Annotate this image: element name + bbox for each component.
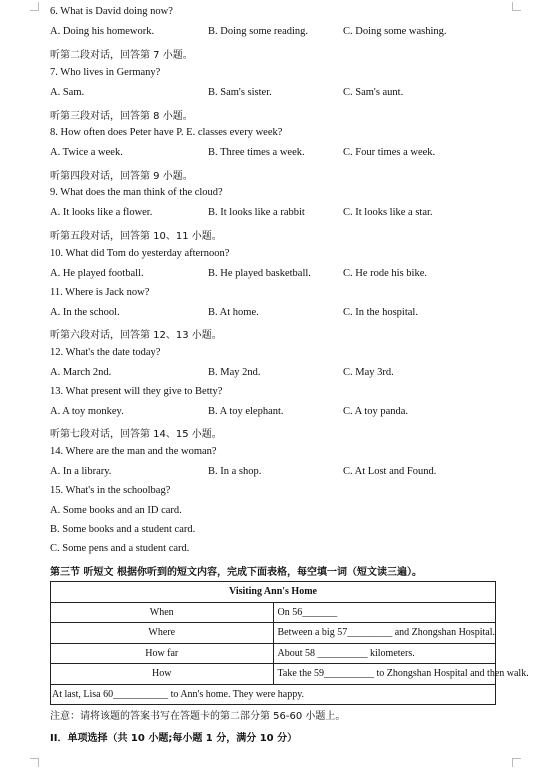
- q14-option-b: B. In a shop.: [208, 466, 262, 477]
- visiting-anns-home-table: [50, 581, 529, 705]
- q11-option-b: B. At home.: [208, 307, 259, 318]
- q8-option-c: C. Four times a week.: [343, 147, 436, 158]
- answer-note: 注意：请将该题的答案书写在答题卡的第二部分第 56-60 小题上。: [50, 711, 346, 722]
- q11-option-a: A. In the school.: [50, 307, 120, 318]
- question-14: 14. Where are the man and the woman?: [50, 446, 217, 457]
- q14-option-a: A. In a library.: [50, 466, 112, 477]
- question-15: 15. What's in the schoolbag?: [50, 485, 171, 496]
- table-row: [51, 623, 496, 644]
- table-row: [51, 643, 496, 664]
- q8-option-a: A. Twice a week.: [50, 147, 123, 158]
- question-8: 8. How often does Peter have P. E. classes every week?: [50, 127, 283, 138]
- question-6: 6. What is David doing now?: [50, 6, 173, 17]
- table-row: [51, 602, 496, 623]
- q6-option-a: A. Doing his homework.: [50, 26, 155, 37]
- question-9: 9. What does the man think of the cloud?: [50, 187, 223, 198]
- q13-option-b: B. A toy elephant.: [208, 406, 284, 417]
- instruction-q12-13: 听第六段对话，回答第 12、13 小题。: [50, 330, 222, 341]
- q12-option-c: C. May 3rd.: [343, 367, 394, 378]
- q13-option-c: C. A toy panda.: [343, 406, 409, 417]
- row-last: At last, Lisa 60___________ to Ann's home. They were happy.: [51, 684, 496, 705]
- row-label-how: How: [51, 664, 274, 685]
- q8-option-b: B. Three times a week.: [208, 147, 305, 158]
- q6-option-b: B. Doing some reading.: [208, 26, 309, 37]
- q9-option-a: A. It looks like a flower.: [50, 207, 153, 218]
- q15-option-a: A. Some books and an ID card.: [50, 505, 182, 516]
- corner-mark-top-left: [30, 2, 39, 11]
- table-row: [51, 684, 496, 705]
- instruction-q9: 听第四段对话，回答第 9 小题。: [50, 171, 193, 182]
- row-label-where: Where: [51, 623, 274, 644]
- q7-option-a: A. Sam.: [50, 87, 85, 98]
- row-text-when: On 56_______: [273, 602, 496, 623]
- corner-mark-top-right: [512, 2, 521, 11]
- row-label-when: When: [51, 602, 274, 623]
- q9-option-c: C. It looks like a star.: [343, 207, 433, 218]
- table-row: [51, 664, 496, 685]
- q10-option-a: A. He played football.: [50, 268, 144, 279]
- q12-option-a: A. March 2nd.: [50, 367, 112, 378]
- q10-option-b: B. He played basketball.: [208, 268, 311, 279]
- q11-option-c: C. In the hospital.: [343, 307, 418, 318]
- row-text-where: Between a big 57_________ and Zhongshan Hospital.: [273, 623, 496, 644]
- instruction-q8: 听第三段对话，回答第 8 小题。: [50, 111, 193, 122]
- instruction-q7: 听第二段对话，回答第 7 小题。: [50, 50, 193, 61]
- q14-option-c: C. At Lost and Found.: [343, 466, 437, 477]
- q15-option-b: B. Some books and a student card.: [50, 524, 196, 535]
- table-title: Visiting Ann's Home: [51, 582, 496, 603]
- q7-option-c: C. Sam's aunt.: [343, 87, 404, 98]
- row-label-how-far: How far: [51, 643, 274, 664]
- instruction-q10-11: 听第五段对话，回答第 10、11 小题。: [50, 231, 222, 242]
- question-7: 7. Who lives in Germany?: [50, 67, 161, 78]
- part-2-heading: II．单项选择（共 10 小题;每小题 1 分，满分 10 分）: [50, 733, 298, 744]
- question-12: 12. What's the date today?: [50, 347, 161, 358]
- instruction-q14-15: 听第七段对话，回答第 14、15 小题。: [50, 429, 222, 440]
- section-3-heading: 第三节 听短文 根据你听到的短文内容，完成下面表格，每空填一词（短文读三遍）。: [50, 567, 422, 578]
- corner-mark-bottom-right: [512, 758, 521, 767]
- q12-option-b: B. May 2nd.: [208, 367, 261, 378]
- q9-option-b: B. It looks like a rabbit: [208, 207, 305, 218]
- question-11: 11. Where is Jack now?: [50, 287, 150, 298]
- question-13: 13. What present will they give to Betty?: [50, 386, 223, 397]
- q7-option-b: B. Sam's sister.: [208, 87, 272, 98]
- question-10: 10. What did Tom do yesterday afternoon?: [50, 248, 230, 259]
- q6-option-c: C. Doing some washing.: [343, 26, 447, 37]
- row-text-how-far: About 58 __________ kilometers.: [273, 643, 496, 664]
- row-text-how: Take the 59__________ to Zhongshan Hospital and then walk.: [273, 664, 496, 685]
- corner-mark-bottom-left: [30, 758, 39, 767]
- q15-option-c: C. Some pens and a student card.: [50, 543, 190, 554]
- q10-option-c: C. He rode his bike.: [343, 268, 427, 279]
- q13-option-a: A. A toy monkey.: [50, 406, 124, 417]
